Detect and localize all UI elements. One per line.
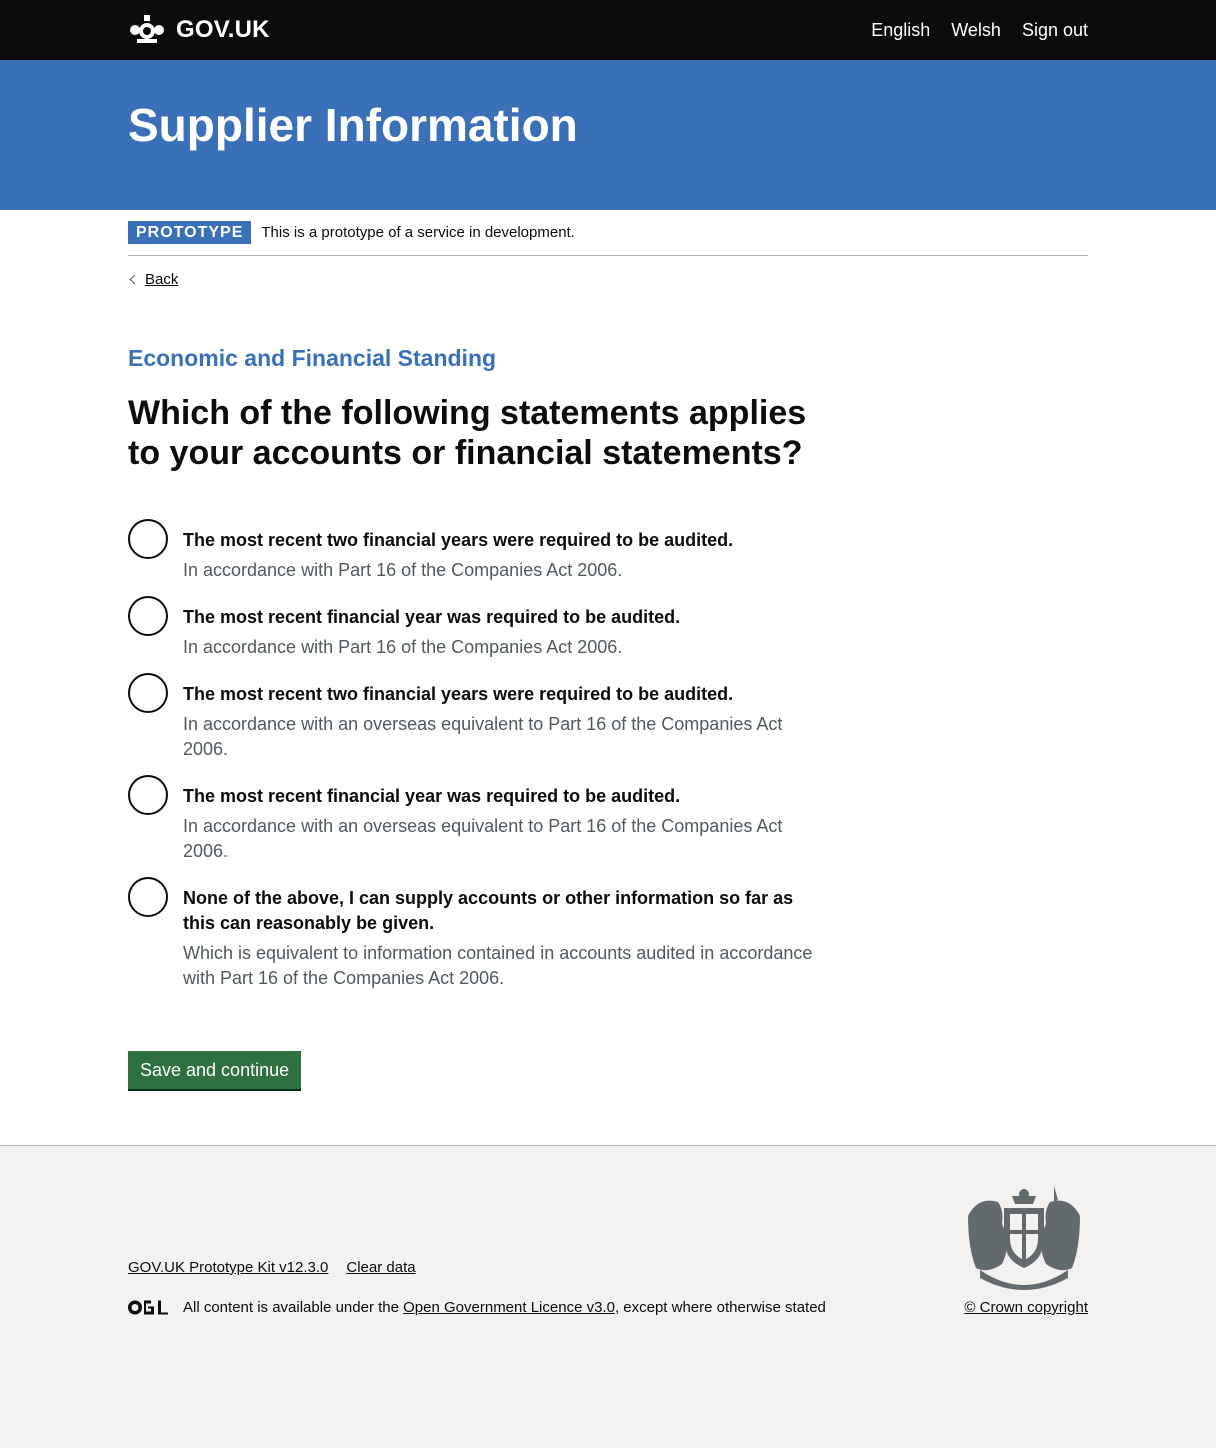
nav-welsh[interactable]: Welsh: [951, 19, 1001, 40]
nav-english[interactable]: English: [871, 19, 931, 40]
radio-button[interactable]: [128, 877, 168, 917]
radio-option-4[interactable]: [128, 775, 828, 864]
radio-option-2[interactable]: [128, 596, 828, 660]
logo-text: GOV.UK: [176, 16, 270, 43]
site-footer: [0, 1145, 1216, 1448]
phase-text: This is a prototype of a service in development.: [261, 224, 575, 241]
back-label: Back: [145, 271, 179, 288]
radio-label[interactable]: The most recent financial year was required to be audited.: [183, 786, 681, 806]
footer-link-prototype-kit[interactable]: GOV.UK Prototype Kit v12.3.0: [128, 1259, 329, 1276]
radio-button[interactable]: [128, 673, 168, 713]
footer-link-clear-data[interactable]: Clear data: [346, 1259, 416, 1276]
licence-prefix: All content is available under the: [183, 1299, 404, 1316]
licence-statement: [128, 1299, 826, 1316]
question-heading: Which of the following statements applies to your accounts or financial statements?: [128, 394, 807, 472]
radio-label[interactable]: The most recent two financial years were required to be audited.: [183, 684, 734, 704]
radio-hint: In accordance with an overseas equivalent to Part 16 of the Companies Act 2006.: [183, 816, 783, 861]
chevron-left-icon: [130, 275, 140, 285]
crown-copyright-link[interactable]: © Crown copyright: [964, 1299, 1088, 1316]
header-nav: [871, 20, 1088, 41]
radio-hint: In accordance with Part 16 of the Companies Act 2006.: [183, 637, 623, 657]
radio-option-3[interactable]: [128, 673, 828, 762]
radio-hint: In accordance with Part 16 of the Companies Act 2006.: [183, 560, 623, 580]
govuk-logo-link[interactable]: [128, 13, 270, 47]
radio-button[interactable]: [128, 775, 168, 815]
radio-button[interactable]: [128, 596, 168, 636]
radio-group: [128, 519, 828, 991]
royal-coat-of-arms-icon: [960, 1186, 1088, 1290]
save-and-continue-button[interactable]: Save and continue: [128, 1051, 301, 1089]
licence-suffix: , except where otherwise stated: [614, 1299, 826, 1316]
radio-option-5[interactable]: [128, 877, 828, 991]
section-caption: Economic and Financial Standing: [128, 345, 497, 371]
radio-label[interactable]: None of the above, I can supply accounts or other information so far as this can reasonably be given.: [183, 888, 794, 933]
radio-hint: Which is equivalent to information contained in accounts audited in accordance with Part 16 of the Companies Act 2006.: [183, 943, 813, 988]
crown-icon: [128, 13, 166, 47]
radio-label[interactable]: The most recent financial year was required to be audited.: [183, 607, 681, 627]
radio-option-1[interactable]: [128, 519, 828, 583]
ogl-logo-icon: [128, 1299, 169, 1316]
service-banner: [0, 60, 1216, 210]
footer-links: [128, 1259, 416, 1276]
phase-banner: [128, 210, 1088, 256]
back-link[interactable]: [128, 271, 178, 288]
phase-tag: PROTOTYPE: [128, 221, 251, 244]
site-header: [0, 0, 1216, 60]
licence-link[interactable]: Open Government Licence v3.0: [403, 1299, 615, 1316]
radio-label[interactable]: The most recent two financial years were required to be audited.: [183, 530, 734, 550]
radio-hint: In accordance with an overseas equivalent to Part 16 of the Companies Act 2006.: [183, 714, 783, 759]
radio-button[interactable]: [128, 519, 168, 559]
nav-sign-out[interactable]: Sign out: [1021, 19, 1088, 40]
service-title: Supplier Information: [128, 99, 578, 151]
